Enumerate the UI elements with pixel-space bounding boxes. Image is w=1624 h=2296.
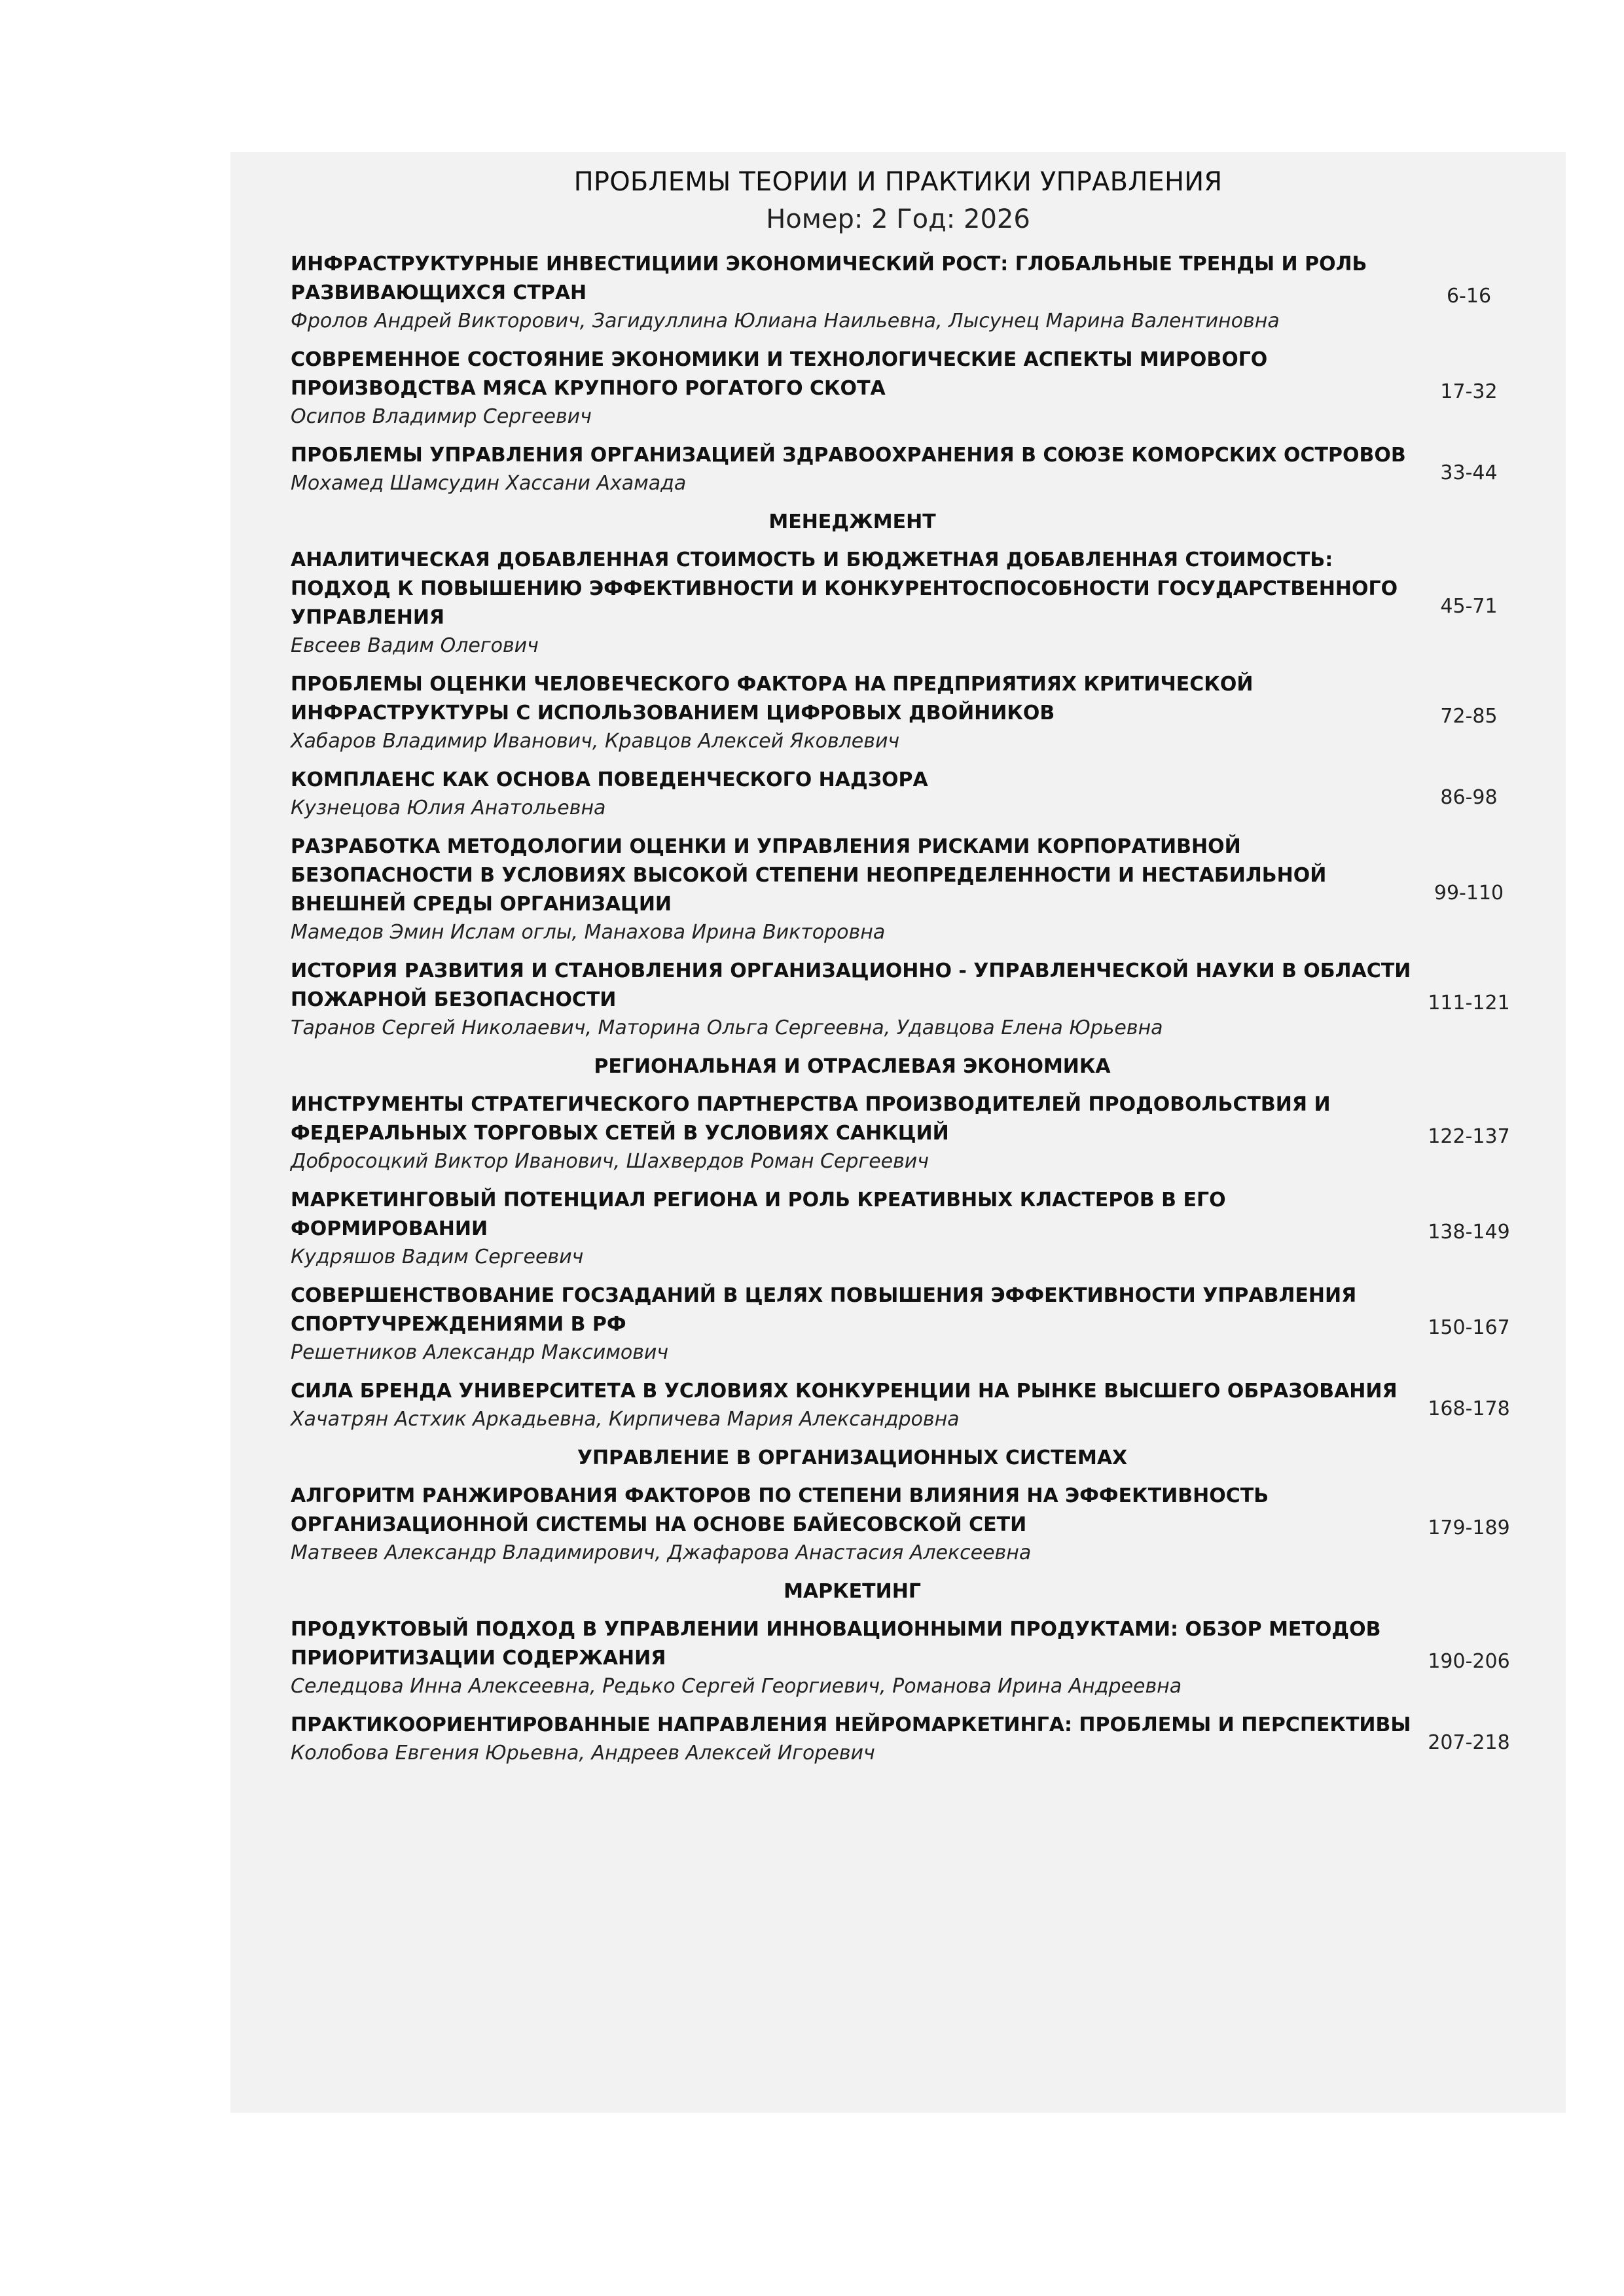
entry-body [291,546,1416,660]
page-range: 111-121 [1428,991,1510,1014]
article-title[interactable]: РАЗРАБОТКА МЕТОДОЛОГИИ ОЦЕНКИ И УПРАВЛЕНИЯ РИСКАМИ КОРПОРАТИВНОЙ БЕЗОПАСНОСТИ В УСЛОВИЯХ ВЫСОКОЙ СТЕПЕНИ НЕОПРЕДЕЛЕННОСТИ И НЕСТАБИЛЬНОЙ ВНЕШНЕЙ СРЕДЫ ОРГАНИЗАЦИИ [291,835,1327,916]
article-title[interactable]: ПРОБЛЕМЫ УПРАВЛЕНИЯ ОРГАНИЗАЦИЕЙ ЗДРАВООХРАНЕНИЯ В СОЮЗЕ КОМОРСКИХ ОСТРОВОВ [291,444,1406,467]
toc-entry[interactable] [230,1615,1566,1700]
page-range: 168-178 [1428,1397,1510,1420]
toc-panel [230,152,1566,2113]
toc-header [230,152,1566,237]
article-title[interactable]: СОВРЕМЕННОЕ СОСТОЯНИЕ ЭКОНОМИКИ И ТЕХНОЛОГИЧЕСКИЕ АСПЕКТЫ МИРОВОГО ПРОИЗВОДСТВА МЯСА КРУПНОГО РОГАТОГО СКОТА [291,348,1268,400]
toc-entry[interactable] [230,1377,1566,1433]
article-authors: Мамедов Эмин Ислам оглы, Манахова Ирина Викторовна [291,921,886,944]
article-authors: Фролов Андрей Викторович, Загидуллина Юлиана Наильевна, Лысунец Марина Валентиновна [291,310,1280,332]
page-range: 150-167 [1428,1316,1510,1339]
toc-entry[interactable] [230,441,1566,497]
toc-entry[interactable] [230,670,1566,755]
toc-entry[interactable] [230,346,1566,431]
article-authors: Хачатрян Астхик Аркадьевна, Кирпичева Мария Александровна [291,1408,960,1431]
page-range: 86-98 [1440,785,1498,809]
entry-body [291,1482,1416,1567]
entry-body [291,1090,1416,1175]
entry-body [291,441,1416,497]
entry-body [291,1282,1416,1367]
article-title[interactable]: АЛГОРИТМ РАНЖИРОВАНИЯ ФАКТОРОВ ПО СТЕПЕНИ ВЛИЯНИЯ НА ЭФФЕКТИВНОСТЬ ОРГАНИЗАЦИОННОЙ СИСТЕМЫ НА ОСНОВЕ БАЙЕСОВСКОЙ СЕТИ [291,1484,1269,1536]
article-title[interactable]: СОВЕРШЕНСТВОВАНИЕ ГОСЗАДАНИЙ В ЦЕЛЯХ ПОВЫШЕНИЯ ЭФФЕКТИВНОСТИ УПРАВЛЕНИЯ СПОРТУЧРЕЖДЕНИЯМИ В РФ [291,1284,1357,1336]
toc-entry[interactable] [230,250,1566,335]
article-title[interactable]: СИЛА БРЕНДА УНИВЕРСИТЕТА В УСЛОВИЯХ КОНКУРЕНЦИИ НА РЫНКЕ ВЫСШЕГО ОБРАЗОВАНИЯ [291,1380,1398,1403]
toc-entry[interactable] [230,1282,1566,1367]
article-title[interactable]: ИСТОРИЯ РАЗВИТИЯ И СТАНОВЛЕНИЯ ОРГАНИЗАЦИОННО - УПРАВЛЕНЧЕСКОЙ НАУКИ В ОБЛАСТИ ПОЖАРНОЙ БЕЗОПАСНОСТИ [291,960,1411,1011]
article-authors: Решетников Александр Максимович [291,1341,669,1364]
section-heading: УПРАВЛЕНИЕ В ОРГАНИЗАЦИОННЫХ СИСТЕМАХ [577,1446,1128,1469]
entry-body [291,833,1416,946]
toc-entry[interactable] [230,833,1566,946]
toc-entry[interactable] [230,1711,1566,1767]
article-authors: Добросоцкий Виктор Иванович, Шахвердов Роман Сергеевич [291,1150,929,1173]
toc-entry[interactable] [230,546,1566,660]
article-authors: Селедцова Инна Алексеевна, Редько Сергей Георгиевич, Романова Ирина Андреевна [291,1675,1182,1698]
page-range: 138-149 [1428,1220,1510,1244]
toc-entry[interactable] [230,1186,1566,1271]
section-heading: РЕГИОНАЛЬНАЯ И ОТРАСЛЕВАЯ ЭКОНОМИКА [594,1055,1111,1078]
entry-body [291,1711,1416,1767]
article-title[interactable]: АНАЛИТИЧЕСКАЯ ДОБАВЛЕННАЯ СТОИМОСТЬ И БЮДЖЕТНАЯ ДОБАВЛЕННАЯ СТОИМОСТЬ: ПОДХОД К ПОВЫШЕНИЮ ЭФФЕКТИВНОСТИ И КОНКУРЕНТОСПОСОБНОСТИ ГОСУДАРСТВЕННОГО УПРАВЛЕНИЯ [291,548,1398,629]
article-authors: Мохамед Шамсудин Хассани Ахамада [291,472,687,495]
article-title[interactable]: ПРАКТИКООРИЕНТИРОВАННЫЕ НАПРАВЛЕНИЯ НЕЙРОМАРКЕТИНГА: ПРОБЛЕМЫ И ПЕРСПЕКТИВЫ [291,1713,1411,1736]
toc-entry[interactable] [230,1090,1566,1175]
article-authors: Матвеев Александр Владимирович, Джафарова Анастасия Алексеевна [291,1541,1032,1564]
page-range: 179-189 [1428,1516,1510,1539]
article-authors: Евсеев Вадим Олегович [291,634,539,657]
issue-line: Номер: 2 Год: 2026 [766,204,1030,234]
article-authors: Кузнецова Юлия Анатольевна [291,797,606,819]
toc-entry[interactable] [230,766,1566,822]
page-range: 190-206 [1428,1649,1510,1673]
entry-body [291,766,1416,822]
page-range: 99-110 [1434,881,1504,905]
page-range: 33-44 [1440,461,1498,484]
page-range: 122-137 [1428,1124,1510,1148]
page-range: 207-218 [1428,1731,1510,1754]
article-authors: Кудряшов Вадим Сергеевич [291,1246,584,1268]
article-title[interactable]: КОМПЛАЕНС КАК ОСНОВА ПОВЕДЕНЧЕСКОГО НАДЗОРА [291,768,928,791]
page-range: 6-16 [1446,284,1492,308]
toc-list [230,250,1566,1778]
entry-body [291,957,1416,1042]
toc-entry[interactable] [230,957,1566,1042]
entry-body [291,346,1416,431]
article-title[interactable]: ИНСТРУМЕНТЫ СТРАТЕГИЧЕСКОГО ПАРТНЕРСТВА ПРОИЗВОДИТЕЛЕЙ ПРОДОВОЛЬСТВИЯ И ФЕДЕРАЛЬНЫХ ТОРГОВЫХ СЕТЕЙ В УСЛОВИЯХ САНКЦИЙ [291,1093,1331,1145]
article-authors: Колобова Евгения Юрьевна, Андреев Алексей Игоревич [291,1742,875,1765]
entry-body [291,250,1416,335]
toc-entry[interactable] [230,1482,1566,1567]
article-authors: Осипов Владимир Сергеевич [291,405,592,428]
entry-body [291,1186,1416,1271]
entry-body [291,670,1416,755]
journal-title: ПРОБЛЕМЫ ТЕОРИИ И ПРАКТИКИ УПРАВЛЕНИЯ [573,167,1223,197]
page-range: 45-71 [1440,594,1498,618]
entry-body [291,1377,1416,1433]
article-title[interactable]: ИНФРАСТРУКТУРНЫЕ ИНВЕСТИЦИИИ ЭКОНОМИЧЕСКИЙ РОСТ: ГЛОБАЛЬНЫЕ ТРЕНДЫ И РОЛЬ РАЗВИВАЮЩИХСЯ СТРАН [291,253,1367,304]
article-title[interactable]: ПРОДУКТОВЫЙ ПОДХОД В УПРАВЛЕНИИ ИННОВАЦИОННЫМИ ПРОДУКТАМИ: ОБЗОР МЕТОДОВ ПРИОРИТИЗАЦИИ СОДЕРЖАНИЯ [291,1618,1381,1670]
article-title[interactable]: ПРОБЛЕМЫ ОЦЕНКИ ЧЕЛОВЕЧЕСКОГО ФАКТОРА НА ПРЕДПРИЯТИЯХ КРИТИЧЕСКОЙ ИНФРАСТРУКТУРЫ С ИСПОЛЬЗОВАНИЕМ ЦИФРОВЫХ ДВОЙНИКОВ [291,673,1254,725]
article-authors: Хабаров Владимир Иванович, Кравцов Алексей Яковлевич [291,730,900,753]
entry-body [291,1615,1416,1700]
section-heading: МАРКЕТИНГ [784,1580,921,1603]
page-range: 72-85 [1440,704,1498,728]
article-authors: Таранов Сергей Николаевич, Маторина Ольга Сергеевна, Удавцова Елена Юрьевна [291,1016,1163,1039]
article-title[interactable]: МАРКЕТИНГОВЫЙ ПОТЕНЦИАЛ РЕГИОНА И РОЛЬ КРЕАТИВНЫХ КЛАСТЕРОВ В ЕГО ФОРМИРОВАНИИ [291,1189,1226,1240]
section-heading: МЕНЕДЖМЕНТ [768,511,936,533]
page-range: 17-32 [1440,380,1498,403]
